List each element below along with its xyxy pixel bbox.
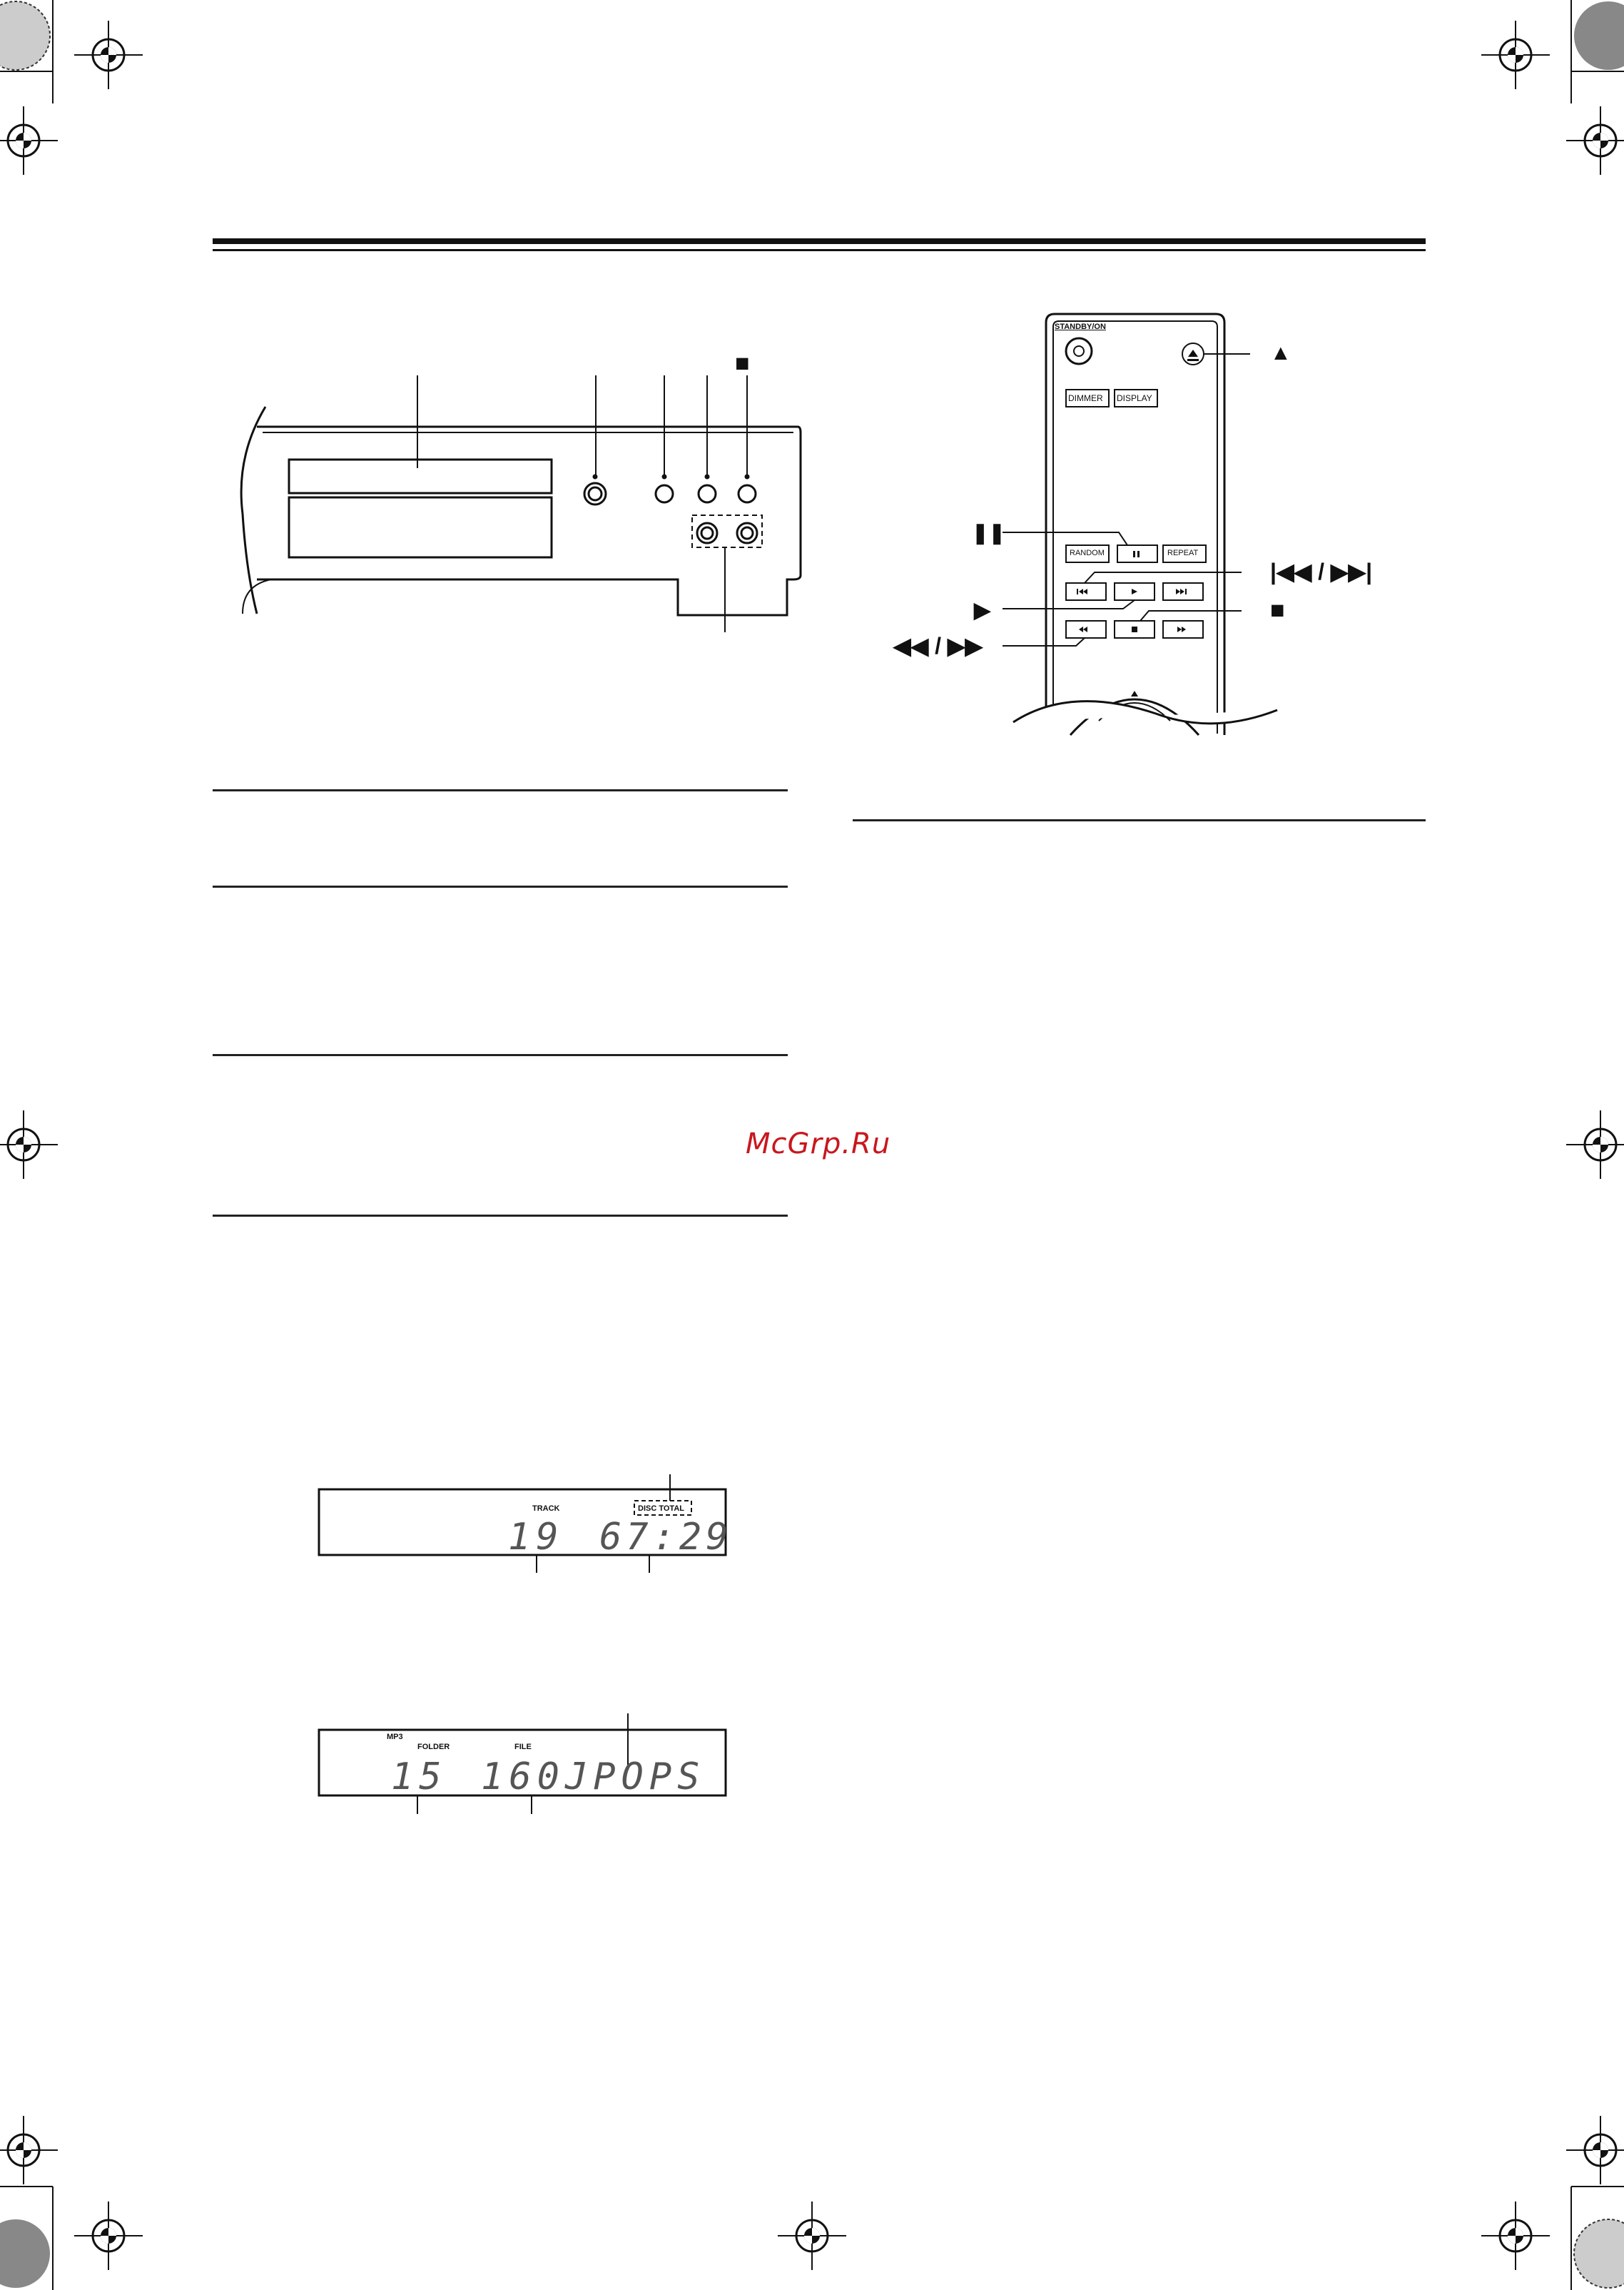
cd-track-number: 19	[508, 1516, 564, 1559]
registration-mark	[1566, 106, 1624, 175]
mp3-file-label: FILE	[514, 1743, 532, 1751]
cd-disc-total-label: DISC TOTAL	[638, 1504, 684, 1513]
registration-mark	[1481, 21, 1550, 89]
remote-dimmer-button[interactable]: DIMMER	[1068, 393, 1103, 403]
registration-mark	[74, 2202, 143, 2270]
front-stop-symbol: ■	[735, 350, 750, 377]
cd-time: 67:29	[599, 1516, 733, 1559]
remote-display-button[interactable]: DISPLAY	[1117, 393, 1152, 403]
corner-target-top-right	[1574, 1, 1624, 70]
header-rule-thick	[213, 238, 1426, 244]
eject-callout: ▲	[1270, 341, 1291, 365]
remote-random-button[interactable]: RANDOM	[1070, 549, 1105, 557]
pause-callout: ❚❚	[972, 522, 1005, 544]
section-rule	[213, 789, 788, 791]
registration-mark	[1481, 2202, 1550, 2270]
registration-mark	[0, 2116, 58, 2184]
search-callout: ◀◀ / ▶▶	[893, 633, 983, 659]
registration-mark	[778, 2202, 846, 2270]
registration-mark	[0, 106, 58, 175]
corner-target-top-left	[0, 1, 50, 70]
section-rule	[213, 1054, 788, 1056]
registration-mark	[74, 21, 143, 89]
watermark: McGrp.Ru	[746, 1128, 891, 1160]
corner-target-bottom-right	[1574, 2219, 1624, 2288]
section-rule	[853, 819, 1426, 821]
mp3-label: MP3	[387, 1733, 403, 1741]
registration-mark	[1566, 1110, 1624, 1179]
cd-track-label: TRACK	[532, 1504, 560, 1513]
section-rule	[213, 886, 788, 888]
remote-illustration	[1003, 314, 1277, 735]
mp3-folder-number: 15	[391, 1756, 447, 1798]
front-panel-illustration	[241, 375, 801, 632]
skip-callout: |◀◀ / ▶▶|	[1270, 559, 1373, 584]
stop-callout: ■	[1270, 597, 1285, 624]
section-rule	[213, 1215, 788, 1217]
remote-repeat-button[interactable]: REPEAT	[1167, 549, 1199, 557]
remote-standby-label: STANDBY/ON	[1055, 323, 1106, 331]
play-callout: ▶	[974, 599, 991, 622]
registration-mark	[0, 1110, 58, 1179]
corner-target-bottom-left	[0, 2219, 50, 2288]
mp3-folder-label: FOLDER	[417, 1743, 450, 1751]
mp3-file-text: 160JPOPS	[481, 1756, 706, 1798]
header-rule-thin	[213, 249, 1426, 251]
registration-mark	[1566, 2116, 1624, 2184]
